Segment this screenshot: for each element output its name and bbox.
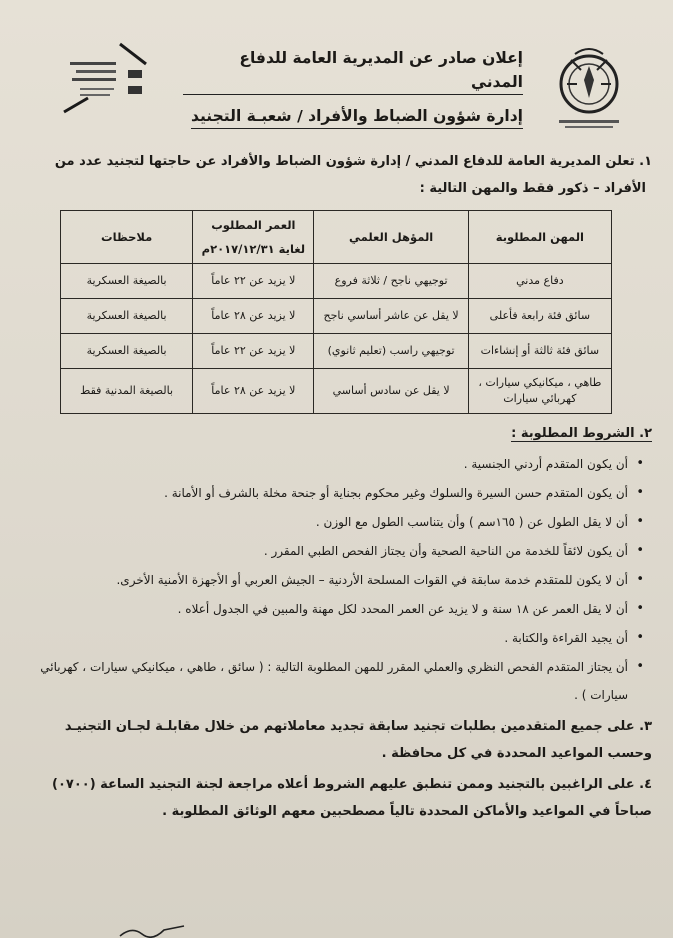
header-notes: ملاحظات xyxy=(61,211,193,264)
title-line-2: إدارة شؤون الضباط والأفراد / شعبـة التجنيد xyxy=(191,104,523,129)
paragraph-4: ٤. على الراغبين بالتجنيد وممن تنطبق عليهم الشروط أعلاه مراجعة لجنة التجنيد الساعة (٠٧٠٠) صباحاً في المواعيد والأماكن المحددة تالياً مصطحبين معهم الوثائق المطلوبة . xyxy=(52,777,652,819)
list-item xyxy=(22,653,644,709)
condition-text: أن يكون المتقدم أردني الجنسية . xyxy=(463,457,628,471)
list-item xyxy=(22,450,644,478)
announcement-title xyxy=(183,46,523,135)
table-row xyxy=(61,334,612,369)
letterhead xyxy=(0,28,673,133)
table-cell: لا يزيد عن ٢٢ عاماً xyxy=(193,264,314,299)
bullet-icon: • xyxy=(636,601,644,616)
title-line-1: إعلان صادر عن المديرية العامة للدفاع المدني xyxy=(183,46,523,95)
table-row xyxy=(61,299,612,334)
condition-text: أن لا يقل العمر عن ١٨ سنة و لا يزيد عن العمر المحدد لكل مهنة والمبين في الجدول أعلاه . xyxy=(177,602,628,616)
ministry-stamp-icon xyxy=(50,34,168,126)
list-item xyxy=(22,624,644,652)
condition-text: أن لا يكون للمتقدم خدمة سابقة في القوات المسلحة الأردنية – الجيش العربي أو الأجهزة الأمنية الأخرى. xyxy=(116,573,628,587)
header-qualification: المؤهل العلمي xyxy=(314,211,468,264)
table-cell: لا يزيد عن ٢٨ عاماً xyxy=(193,299,314,334)
condition-text: أن يكون المتقدم حسن السيرة والسلوك وغير محكوم بجناية أو جنحة مخلة بالشرف أو الأمانة . xyxy=(164,486,628,500)
conditions-title-text: ٢. الشروط المطلوبة : xyxy=(511,426,652,441)
table-cell: لا يزيد عن ٢٨ عاماً xyxy=(193,369,314,414)
table-row xyxy=(61,264,612,299)
list-item xyxy=(22,566,644,594)
list-item xyxy=(22,537,644,565)
table-cell: سائق فئة رابعة فأعلى xyxy=(468,299,611,334)
document-body xyxy=(22,148,652,825)
condition-text: أن يجيد القراءة والكتابة . xyxy=(504,631,628,645)
table-cell: لا يقل عن سادس أساسي xyxy=(314,369,468,414)
bullet-icon: • xyxy=(636,543,644,558)
conditions-list xyxy=(22,450,652,709)
list-item xyxy=(22,508,644,536)
table-cell: بالصيغة العسكرية xyxy=(61,334,193,369)
condition-text: أن يكون لائقاً للخدمة من الناحية الصحية وأن يجتاز الفحص الطبي المقرر . xyxy=(263,544,628,558)
bullet-icon: • xyxy=(636,659,644,674)
table-header-row xyxy=(61,211,612,264)
signature-mark-icon xyxy=(118,924,188,938)
bullet-icon: • xyxy=(636,630,644,645)
table-cell: بالصيغة العسكرية xyxy=(61,299,193,334)
table-cell: طاهي ، ميكانيكي سيارات ، كهربائي سيارات xyxy=(468,369,611,414)
list-item xyxy=(22,595,644,623)
table-cell: بالصيغة المدنية فقط xyxy=(61,369,193,414)
bullet-icon: • xyxy=(636,456,644,471)
list-item xyxy=(22,479,644,507)
intro-line-2: الأفراد – ذكور فقط والمهن التالية : xyxy=(419,181,646,196)
conditions-title xyxy=(22,422,652,446)
header-age: العمر المطلوب لغاية ٢٠١٧/١٢/٣١م xyxy=(193,211,314,264)
paragraph-3: ٣. على جميع المتقدمين بطلبات تجنيد سابقة تجديد معاملاتهم من خلال مقابلـة لجـان التجنيـد وحسب المواعيد المحددة في كل محافظة . xyxy=(64,719,652,761)
condition-text: أن يجتاز المتقدم الفحص النظري والعملي المقرر للمهن المطلوبة التالية : ( سائق ، طاهي ، ميكانيكي سيارات ، كهربائي سيارات ) . xyxy=(40,660,628,702)
table-cell: بالصيغة العسكرية xyxy=(61,264,193,299)
table-cell: لا يقل عن عاشر أساسي ناجح xyxy=(314,299,468,334)
header-professions: المهن المطلوبة xyxy=(468,211,611,264)
table-cell: توجيهي راسب (تعليم ثانوي) xyxy=(314,334,468,369)
civil-defense-emblem-icon xyxy=(541,40,637,136)
table-cell: سائق فئة ثالثة أو إنشاءات xyxy=(468,334,611,369)
table-row xyxy=(61,369,612,414)
bullet-icon: • xyxy=(636,485,644,500)
bullet-icon: • xyxy=(636,514,644,529)
intro-line-1: ١. تعلن المديرية العامة للدفاع المدني / إدارة شؤون الضباط والأفراد عن حاجتها لتجنيد عدد من xyxy=(54,154,652,169)
jobs-table xyxy=(60,210,612,414)
table-cell: توجيهي ناجح / ثلاثة فروع xyxy=(314,264,468,299)
table-cell: لا يزيد عن ٢٢ عاماً xyxy=(193,334,314,369)
bullet-icon: • xyxy=(636,572,644,587)
condition-text: أن لا يقل الطول عن ( ١٦٥سم ) وأن يتناسب الطول مع الوزن . xyxy=(315,515,628,529)
table-cell: دفاع مدني xyxy=(468,264,611,299)
